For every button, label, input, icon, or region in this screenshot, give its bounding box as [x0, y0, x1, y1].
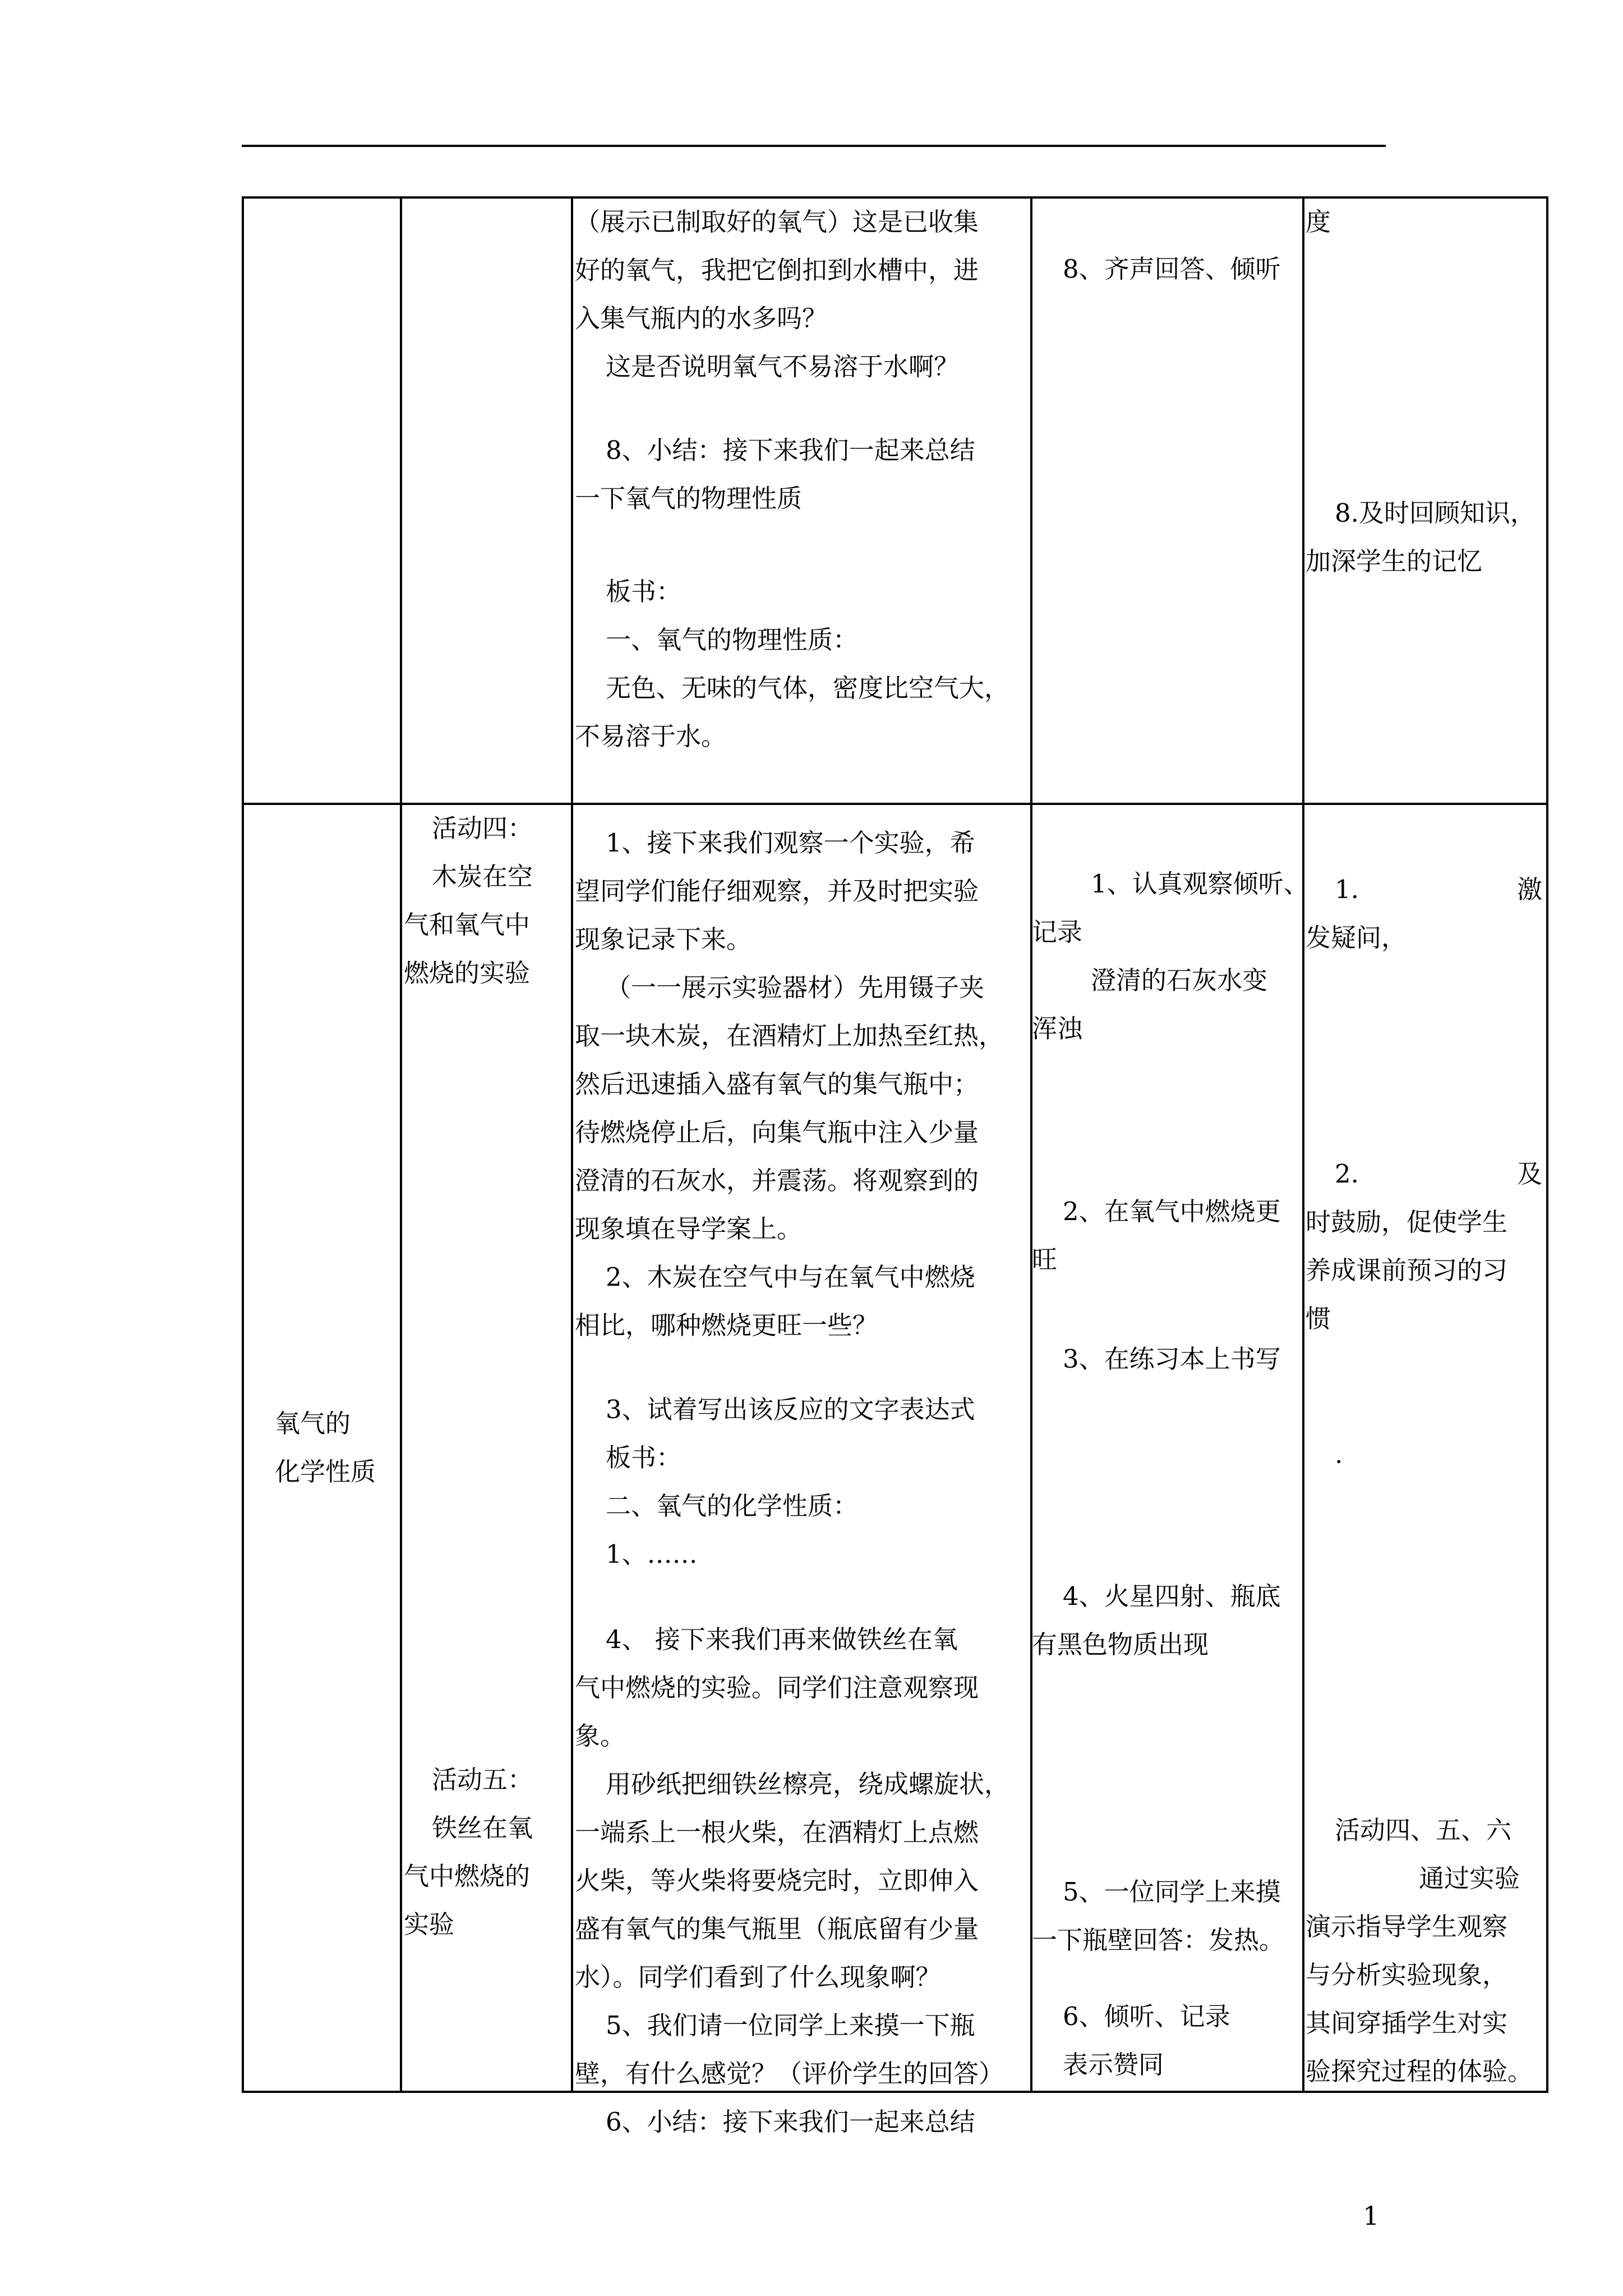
- row1-teacher-line: 无色、无味的气体，密度比空气大，: [606, 673, 1010, 703]
- table-right-border: [1546, 196, 1548, 2093]
- row2-student-line: 记录: [1032, 917, 1083, 947]
- row2-teacher-line: 望同学们能仔细观察，并及时把实验: [575, 876, 979, 906]
- row2-teacher-line: 然后迅速插入盛有氧气的集气瓶中；: [575, 1069, 979, 1099]
- row1-teacher-line: 不易溶于水。: [575, 721, 727, 751]
- row1-teacher-line: 这是否说明氧气不易溶于水啊？: [606, 352, 960, 381]
- row2-teacher-line: 二、氧气的化学性质：: [606, 1491, 859, 1521]
- row2-teacher-line: 火柴，等火柴将要烧完时，立即伸入: [575, 1866, 979, 1895]
- table-col-divider-3: [1030, 196, 1032, 2093]
- activity-five-line: 活动五：: [432, 1765, 533, 1795]
- row1-teacher-line: 一、氧气的物理性质：: [606, 625, 859, 655]
- row2-teacher-line: （一一展示实验器材）先用镊子夹: [606, 973, 985, 1002]
- row2-intent-line: 1.: [1335, 875, 1359, 904]
- row2-teacher-line: 气中燃烧的实验。同学们注意观察现: [575, 1673, 979, 1703]
- row2-intent-line: 养成课前预习的习: [1306, 1255, 1508, 1285]
- row2-teacher-line: 现象记录下来。: [575, 924, 752, 954]
- row2-student-line: 浑浊: [1032, 1014, 1083, 1043]
- row2-teacher-line: 1、……: [606, 1539, 698, 1569]
- row2-teacher-line: 板书：: [606, 1443, 682, 1473]
- row2-teacher-line: 1、接下来我们观察一个实验，希: [606, 828, 975, 858]
- row2-teacher-line: 象。: [575, 1721, 626, 1751]
- row2-teacher-line: 取一块木炭，在酒精灯上加热至红热，: [575, 1021, 1004, 1051]
- row2-student-line: 澄清的石灰水变: [1091, 965, 1268, 995]
- row2-intent-line: 发疑问，: [1306, 923, 1407, 953]
- row2-teacher-line: 3、试着写出该反应的文字表达式: [606, 1395, 975, 1424]
- row2-student-line: 2、在氧气中燃烧更: [1063, 1197, 1281, 1226]
- row2-student-line: 一下瓶壁回答：发热。: [1032, 1925, 1285, 1955]
- row1-intent-line: 度: [1306, 207, 1331, 237]
- row2-teacher-line: 5、我们请一位同学上来摸一下瓶: [606, 2010, 975, 2040]
- row2-student-line: 有黑色物质出现: [1032, 1630, 1209, 1659]
- row2-intent-line: 其间穿插学生对实: [1306, 2008, 1508, 2038]
- row2-intent-line: .: [1335, 1439, 1343, 1469]
- table-col-divider-4: [1302, 196, 1304, 2093]
- row2-student-line: 1、认真观察倾听、: [1091, 869, 1309, 899]
- row2-student-line: 5、一位同学上来摸: [1063, 1877, 1281, 1907]
- row2-teacher-line: 相比，哪种燃烧更旺一些？: [575, 1310, 878, 1340]
- row1-intent-line: 8.及时回顾知识，: [1335, 498, 1536, 528]
- activity-five-line: 铁丝在氧: [432, 1813, 533, 1843]
- row2-intent-line: 惯: [1306, 1304, 1331, 1333]
- row1-teacher-line: 8、小结：接下来我们一起来总结: [606, 435, 975, 465]
- row2-intent-line: 时鼓励，促使学生: [1306, 1207, 1508, 1237]
- section-title-line: 氧气的: [275, 1409, 351, 1438]
- row2-teacher-line: 4、 接下来我们再来做铁丝在氧: [606, 1625, 958, 1654]
- row1-student-line: 8、齐声回答、倾听: [1063, 254, 1281, 284]
- row2-intent-line: 2.: [1335, 1159, 1359, 1189]
- row2-teacher-line: 2、木炭在空气中与在氧气中燃烧: [606, 1262, 975, 1292]
- row1-teacher-line: 好的氧气，我把它倒扣到水槽中，进: [575, 255, 979, 285]
- row2-teacher-line: 壁，有什么感觉？（评价学生的回答）: [575, 2059, 1004, 2088]
- activity-five-line: 实验: [404, 1910, 455, 1939]
- activity-four-line: 燃烧的实验: [404, 958, 531, 988]
- row2-teacher-line: 盛有氧气的集气瓶里（瓶底留有少量: [575, 1914, 979, 1944]
- table-col-divider-1: [400, 196, 402, 2093]
- row2-intent-line: 与分析实验现象，: [1306, 1960, 1508, 1990]
- row2-teacher-line: 水）。同学们看到了什么现象啊？: [575, 1962, 941, 1992]
- activity-five-line: 气中燃烧的: [404, 1861, 531, 1891]
- row2-student-line: 表示赞同: [1063, 2050, 1164, 2079]
- page-number: 1: [1363, 2201, 1380, 2231]
- activity-four-line: 木炭在空: [432, 862, 533, 891]
- row2-student-line: 旺: [1032, 1245, 1058, 1274]
- row1-teacher-line: 入集气瓶内的水多吗？: [575, 303, 828, 333]
- table-col-divider-2: [571, 196, 573, 2093]
- row2-student-line: 6、倾听、记录: [1063, 2001, 1230, 2031]
- row2-teacher-line: 澄清的石灰水，并震荡。将观察到的: [575, 1166, 979, 1195]
- header-rule: [242, 145, 1386, 147]
- row1-teacher-line: （展示已制取好的氧气）这是已收集: [575, 207, 979, 237]
- row2-intent-line: 通过实验: [1419, 1864, 1520, 1893]
- row2-student-line: 3、在练习本上书写: [1063, 1344, 1281, 1374]
- row2-intent-line: 验探究过程的体验。: [1306, 2056, 1533, 2086]
- row2-teacher-line: 6、小结：接下来我们一起来总结: [606, 2107, 975, 2137]
- activity-four-line: 气和氧气中: [404, 910, 531, 940]
- row2-teacher-line: 一端系上一根火柴，在酒精灯上点燃: [575, 1818, 979, 1847]
- row2-intent-line: 演示指导学生观察: [1306, 1912, 1508, 1941]
- section-title-line: 化学性质: [275, 1457, 376, 1487]
- row2-intent-line: 激: [1517, 875, 1543, 904]
- row2-intent-line: 活动四、五、六: [1335, 1815, 1512, 1845]
- row2-intent-line: 及: [1517, 1159, 1543, 1189]
- table-left-border: [242, 196, 244, 2093]
- row2-teacher-line: 用砂纸把细铁丝檫亮，绕成螺旋状，: [606, 1769, 1010, 1799]
- row1-intent-line: 加深学生的记忆: [1306, 546, 1483, 576]
- row2-student-line: 4、火星四射、瓶底: [1063, 1581, 1281, 1611]
- activity-four-line: 活动四：: [432, 813, 533, 843]
- row2-teacher-line: 待燃烧停止后，向集气瓶中注入少量: [575, 1117, 979, 1147]
- row2-teacher-line: 现象填在导学案上。: [575, 1214, 803, 1244]
- row1-teacher-line: 一下氧气的物理性质: [575, 484, 803, 513]
- row1-teacher-line: 板书：: [606, 577, 682, 606]
